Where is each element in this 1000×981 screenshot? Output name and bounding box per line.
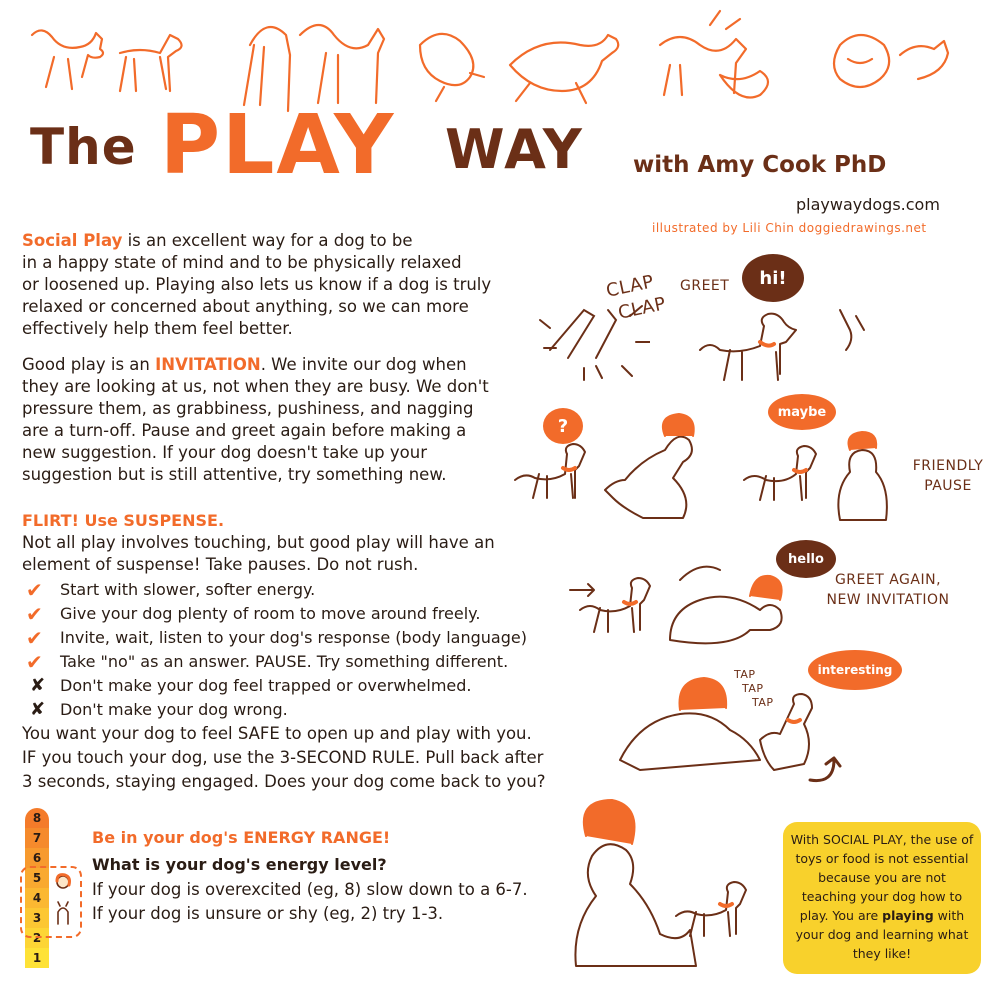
- author-subtitle: with Amy Cook PhD: [633, 152, 887, 178]
- dont-tip-1: Don't make your dog feel trapped or overwhelmed.: [60, 676, 472, 695]
- note-bold: playing: [882, 908, 934, 923]
- energy-level-8: 8: [25, 808, 49, 828]
- friendly-pause-label: [906, 458, 990, 494]
- invitation-line-1: they are looking at us, not when they are busy. We don't: [22, 377, 489, 396]
- cross-icon: ✘: [30, 675, 46, 696]
- invitation-post: . We invite our dog when: [260, 355, 467, 374]
- greet-again-line-1: GREET AGAIN,: [834, 572, 942, 588]
- greet-again-illustration: [560, 550, 790, 650]
- energy-level-6: 6: [25, 848, 49, 868]
- safety-line-1: You want your dog to feel SAFE to open up and play with you.: [22, 724, 532, 743]
- flirt-intro: [22, 532, 542, 576]
- tips-list: [26, 578, 527, 722]
- intro-line-2: or loosened up. Playing also lets us know if a dog is truly: [22, 275, 492, 294]
- title-play: PLAY: [160, 98, 396, 193]
- person-and-dog-icon: [52, 872, 74, 930]
- tap-label-2: TAP: [742, 682, 764, 695]
- check-icon: ✔: [26, 578, 43, 602]
- invitation-paragraph: [22, 354, 522, 486]
- greet-again-label: [822, 572, 954, 608]
- check-icon: ✔: [26, 650, 43, 674]
- intro-line-1: in a happy state of mind and to be physically relaxed: [22, 253, 462, 272]
- invitation-keyword: INVITATION: [155, 355, 261, 374]
- safety-line-3: 3 seconds, staying engaged. Does your dog come back to you?: [22, 772, 546, 791]
- social-play-note: [783, 822, 981, 974]
- intro-paragraph: [22, 230, 522, 340]
- list-item: [26, 650, 527, 674]
- energy-level-1: 1: [25, 948, 49, 968]
- clap-label-2: CLAP: [616, 293, 668, 324]
- clap-label-1: CLAP: [604, 271, 656, 302]
- tap-play-illustration: [610, 660, 850, 790]
- do-tip-3: Invite, wait, listen to your dog's response (body language): [60, 628, 527, 647]
- question-bubble: ?: [543, 408, 583, 444]
- woman-and-dog-illustration: [556, 796, 766, 976]
- check-icon: ✔: [26, 602, 43, 626]
- friendly-pause-line-1: FRIENDLY: [912, 458, 984, 474]
- dog-greeting-illustration: [690, 300, 870, 400]
- dog-and-woman-friendly-pause-illustration: [730, 430, 910, 524]
- social-play-lead: Social Play: [22, 231, 123, 250]
- tap-label-3: TAP: [752, 696, 774, 709]
- do-tip-1: Start with slower, softer energy.: [60, 580, 316, 599]
- hi-speech-bubble: hi!: [742, 254, 804, 302]
- title-way: WAY: [445, 118, 584, 181]
- invitation-line-2: pressure them, as grabbiness, pushiness, and nagging: [22, 399, 474, 418]
- energy-level-4: 4: [25, 888, 49, 908]
- invitation-line-3: are a turn-off. Pause and greet again before making a: [22, 421, 467, 440]
- intro-line-4: effectively help them feel better.: [22, 319, 293, 338]
- energy-line-2: If your dog is unsure or shy (eg, 2) try 1-3.: [92, 904, 444, 923]
- hello-speech-bubble: hello: [776, 540, 836, 578]
- note-pre: With SOCIAL PLAY, the use of toys or food is not essential because you are not teaching your dog how to play. You are: [790, 832, 974, 923]
- list-item: [26, 578, 527, 602]
- flirt-heading: FLIRT! Use SUSPENSE.: [22, 511, 225, 530]
- dont-tip-2: Don't make your dog wrong.: [60, 700, 288, 719]
- note-post: with your dog and learning what they like!: [795, 908, 969, 961]
- list-item: [26, 698, 527, 722]
- cross-icon: ✘: [30, 699, 46, 720]
- energy-question: What is your dog's energy level?: [92, 855, 387, 874]
- website-link[interactable]: playwaydogs.com: [796, 195, 940, 214]
- flirt-line-1: Not all play involves touching, but good play will have an: [22, 533, 495, 552]
- energy-line-1: If your dog is overexcited (eg, 8) slow down to a 6-7.: [92, 880, 528, 899]
- maybe-bubble: maybe: [768, 394, 836, 430]
- intro-line-3: relaxed or concerned about anything, so we can more: [22, 297, 469, 316]
- intro-line-0: is an excellent way for a dog to be: [122, 231, 413, 250]
- friendly-pause-line-2: PAUSE: [924, 478, 972, 494]
- title-the: The: [30, 118, 137, 176]
- flirt-line-2: element of suspense! Take pauses. Do not rush.: [22, 555, 419, 574]
- dog-woman-kneeling-illustration: [505, 400, 725, 524]
- do-tip-2: Give your dog plenty of room to move around freely.: [60, 604, 481, 623]
- invitation-pre: Good play is an: [22, 355, 156, 374]
- greet-label: GREET: [680, 278, 730, 294]
- energy-level-7: 7: [25, 828, 49, 848]
- energy-level-2: 2: [25, 928, 49, 948]
- tap-label-1: TAP: [734, 668, 756, 681]
- greet-again-line-2: NEW INVITATION: [826, 592, 950, 608]
- list-item: [26, 602, 527, 626]
- energy-level-5: 5: [25, 868, 49, 888]
- interesting-bubble: interesting: [808, 650, 902, 690]
- invitation-line-5: suggestion but is still attentive, try something new.: [22, 465, 447, 484]
- list-item: [26, 626, 527, 650]
- safety-line-2: IF you touch your dog, use the 3-SECOND RULE. Pull back after: [22, 748, 544, 767]
- energy-advice: [92, 878, 572, 926]
- do-tip-4: Take "no" as an answer. PAUSE. Try something different.: [60, 652, 509, 671]
- illustrator-credit: illustrated by Lili Chin doggiedrawings.net: [652, 221, 927, 235]
- energy-heading: Be in your dog's ENERGY RANGE!: [92, 828, 391, 847]
- list-item: [26, 674, 527, 698]
- safety-paragraph: [22, 722, 562, 794]
- invitation-line-4: new suggestion. If your dog doesn't take up your: [22, 443, 427, 462]
- energy-level-3: 3: [25, 908, 49, 928]
- check-icon: ✔: [26, 626, 43, 650]
